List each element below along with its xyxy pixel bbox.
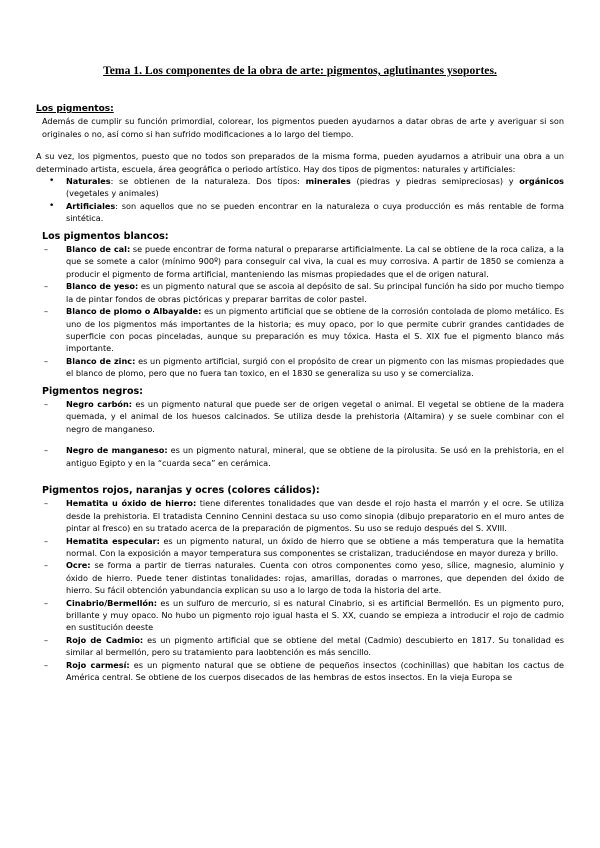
pigment-types-list (36, 175, 564, 225)
whites-list (36, 243, 564, 379)
list-item: – Hematita especular: es un pigmento natural, un óxido de hierro que se obtiene a más temperatura que la hematita normal. Con la exposición a mayor temperatura sus componentes se cristalizan, traduciéndose en mayor dureza y brillo. (66, 535, 564, 560)
list-item: – Negro de manganeso: es un pigmento natural, mineral, que se obtiene de la pirolusita. Se usó en la prehistoria, en el antiguo Egipto y en la “cuarda seca” en cerámica. (66, 444, 564, 469)
intro-paragraph-1: Además de cumplir su función primordial, colorear, los pigmentos pueden ayudarnos a datar obras de arte y averiguar si son originales o no, así como si han sufrido modificaciones a lo largo del tiempo. (42, 116, 564, 139)
document-body (36, 103, 564, 683)
document-title: Tema 1. Los componentes de la obra de arte: pigmentos, aglutinantes ysoportes. (103, 64, 497, 77)
list-item: – Rojo carmesí: es un pigmento natural que se obtiene de pequeños insectos (cochinillas) que habitan los cactus de América central. Se obtiene de los cuerpos disecados de las hembras de estos insectos. En la vieja Europa se (66, 659, 564, 684)
section-heading: Los pigmentos: (36, 104, 114, 114)
list-item: • Naturales: se obtienen de la naturaleza. Dos tipos: minerales (piedras y piedras semipreciosas) y orgánicos (vegetales y animales) (66, 175, 564, 200)
blacks-list (36, 398, 564, 469)
list-item: – Rojo de Cadmio: es un pigmento artificial que se obtiene del metal (Cadmio) descubierto en 1817. Su tonalidad es similar al bermellón, pero su tratamiento para laobtención es más sencillo. (66, 634, 564, 659)
list-item: – Hematita u óxido de hierro: tiene diferentes tonalidades que van desde el rojo hasta el marrón y el ocre. Se utiliza desde la prehistoria. El tratadista Cennino Cennini destaca su uso como sinopia (dibujo preparatorio en el muro antes de pintar al fresco) en su tratado acerca de la preparación de pigmentos. Su uso se redujo después del S. XVIII. (66, 497, 564, 534)
list-item: • Artificiales: son aquellos que no se pueden encontrar en la naturaleza o cuya producción es más rentable de forma sintética. (66, 200, 564, 225)
reds-list (36, 497, 564, 683)
list-item: – Blanco de plomo o Albayalde: es un pigmento artificial que se obtiene de la corrosión contolada de plomo metálico. Es uno de los pigmentos más importantes de la historia; es muy opaco, por lo que permite cubrir grandes cantidades de superficie con pocas pinceladas, aunque su preparación es muy tóxica. Hasta el S. XIX fue el pigmento blanco más importante. (66, 305, 564, 355)
list-item: – Ocre: se forma a partir de tierras naturales. Cuenta con otros componentes como yeso, sílice, magnesio, aluminio y óxido de hierro. Puede tener distintas tonalidades: rojas, amarillas, doradas o marrones, que dependen del óxido de hierro. Su fácil obtención yabundancia explican su uso a lo largo de toda la historia del arte. (66, 559, 564, 596)
list-item: – Blanco de zinc: es un pigmento artificial, surgió con el propósito de crear un pigmento con las mismas propiedades que el blanco de plomo, pero que no fuera tan toxico, en el 1830 se generaliza su uso y se comercializa. (66, 355, 564, 380)
group-heading-reds: Pigmentos rojos, naranjas y ocres (colores cálidos): (42, 484, 320, 496)
list-item: – Negro carbón: es un pigmento natural que puede ser de origen vegetal o animal. El vegetal se obtiene de la madera quemada, y el animal de los huesos calcinados. Se utiliza desde la prehistoria (Altamira) y se suele combinar con el negro de manganeso. (66, 398, 564, 435)
list-item: – Blanco de yeso: es un pigmento natural que se ascoia al depósito de sal. Su principal función ha sido por mucho tiempo la de pintar fondos de obras pictóricas y preparar barritas de color pastel. (66, 280, 564, 305)
group-heading-blacks: Pigmentos negros: (42, 385, 143, 397)
list-item: – Blanco de cal: se puede encontrar de forma natural o prepararse artificialmente. La cal se obtiene de la roca caliza, a la que se somete a calor (mínimo 900º) para conseguir cal viva, la cual es muy corrosiva. A partir de 1850 se comienza a producir el pigmento de forma artificial, manteniendo las mismas propiedades que el de origen natural. (66, 243, 564, 280)
intro-paragraph-2: A su vez, los pigmentos, puesto que no todos son preparados de la misma forma, pueden ayudarnos a atribuir una obra a un determinado artista, escuela, área geográfica o periodo artístico. Hay dos tipos de pigmentos: naturales y artificiales: (36, 151, 564, 174)
group-heading-whites: Los pigmentos blancos: (42, 230, 169, 242)
list-item: – Cinabrio/Bermellón: es un sulfuro de mercurio, si es natural Cinabrio, si es artificial Bermellón. Es un pigmento puro, brillante y muy opaco. No hubo un pigmento rojo igual hasta el S. XX, cuando se empieza a introducir el rojo de cadmio en sustitución deeste (66, 597, 564, 634)
